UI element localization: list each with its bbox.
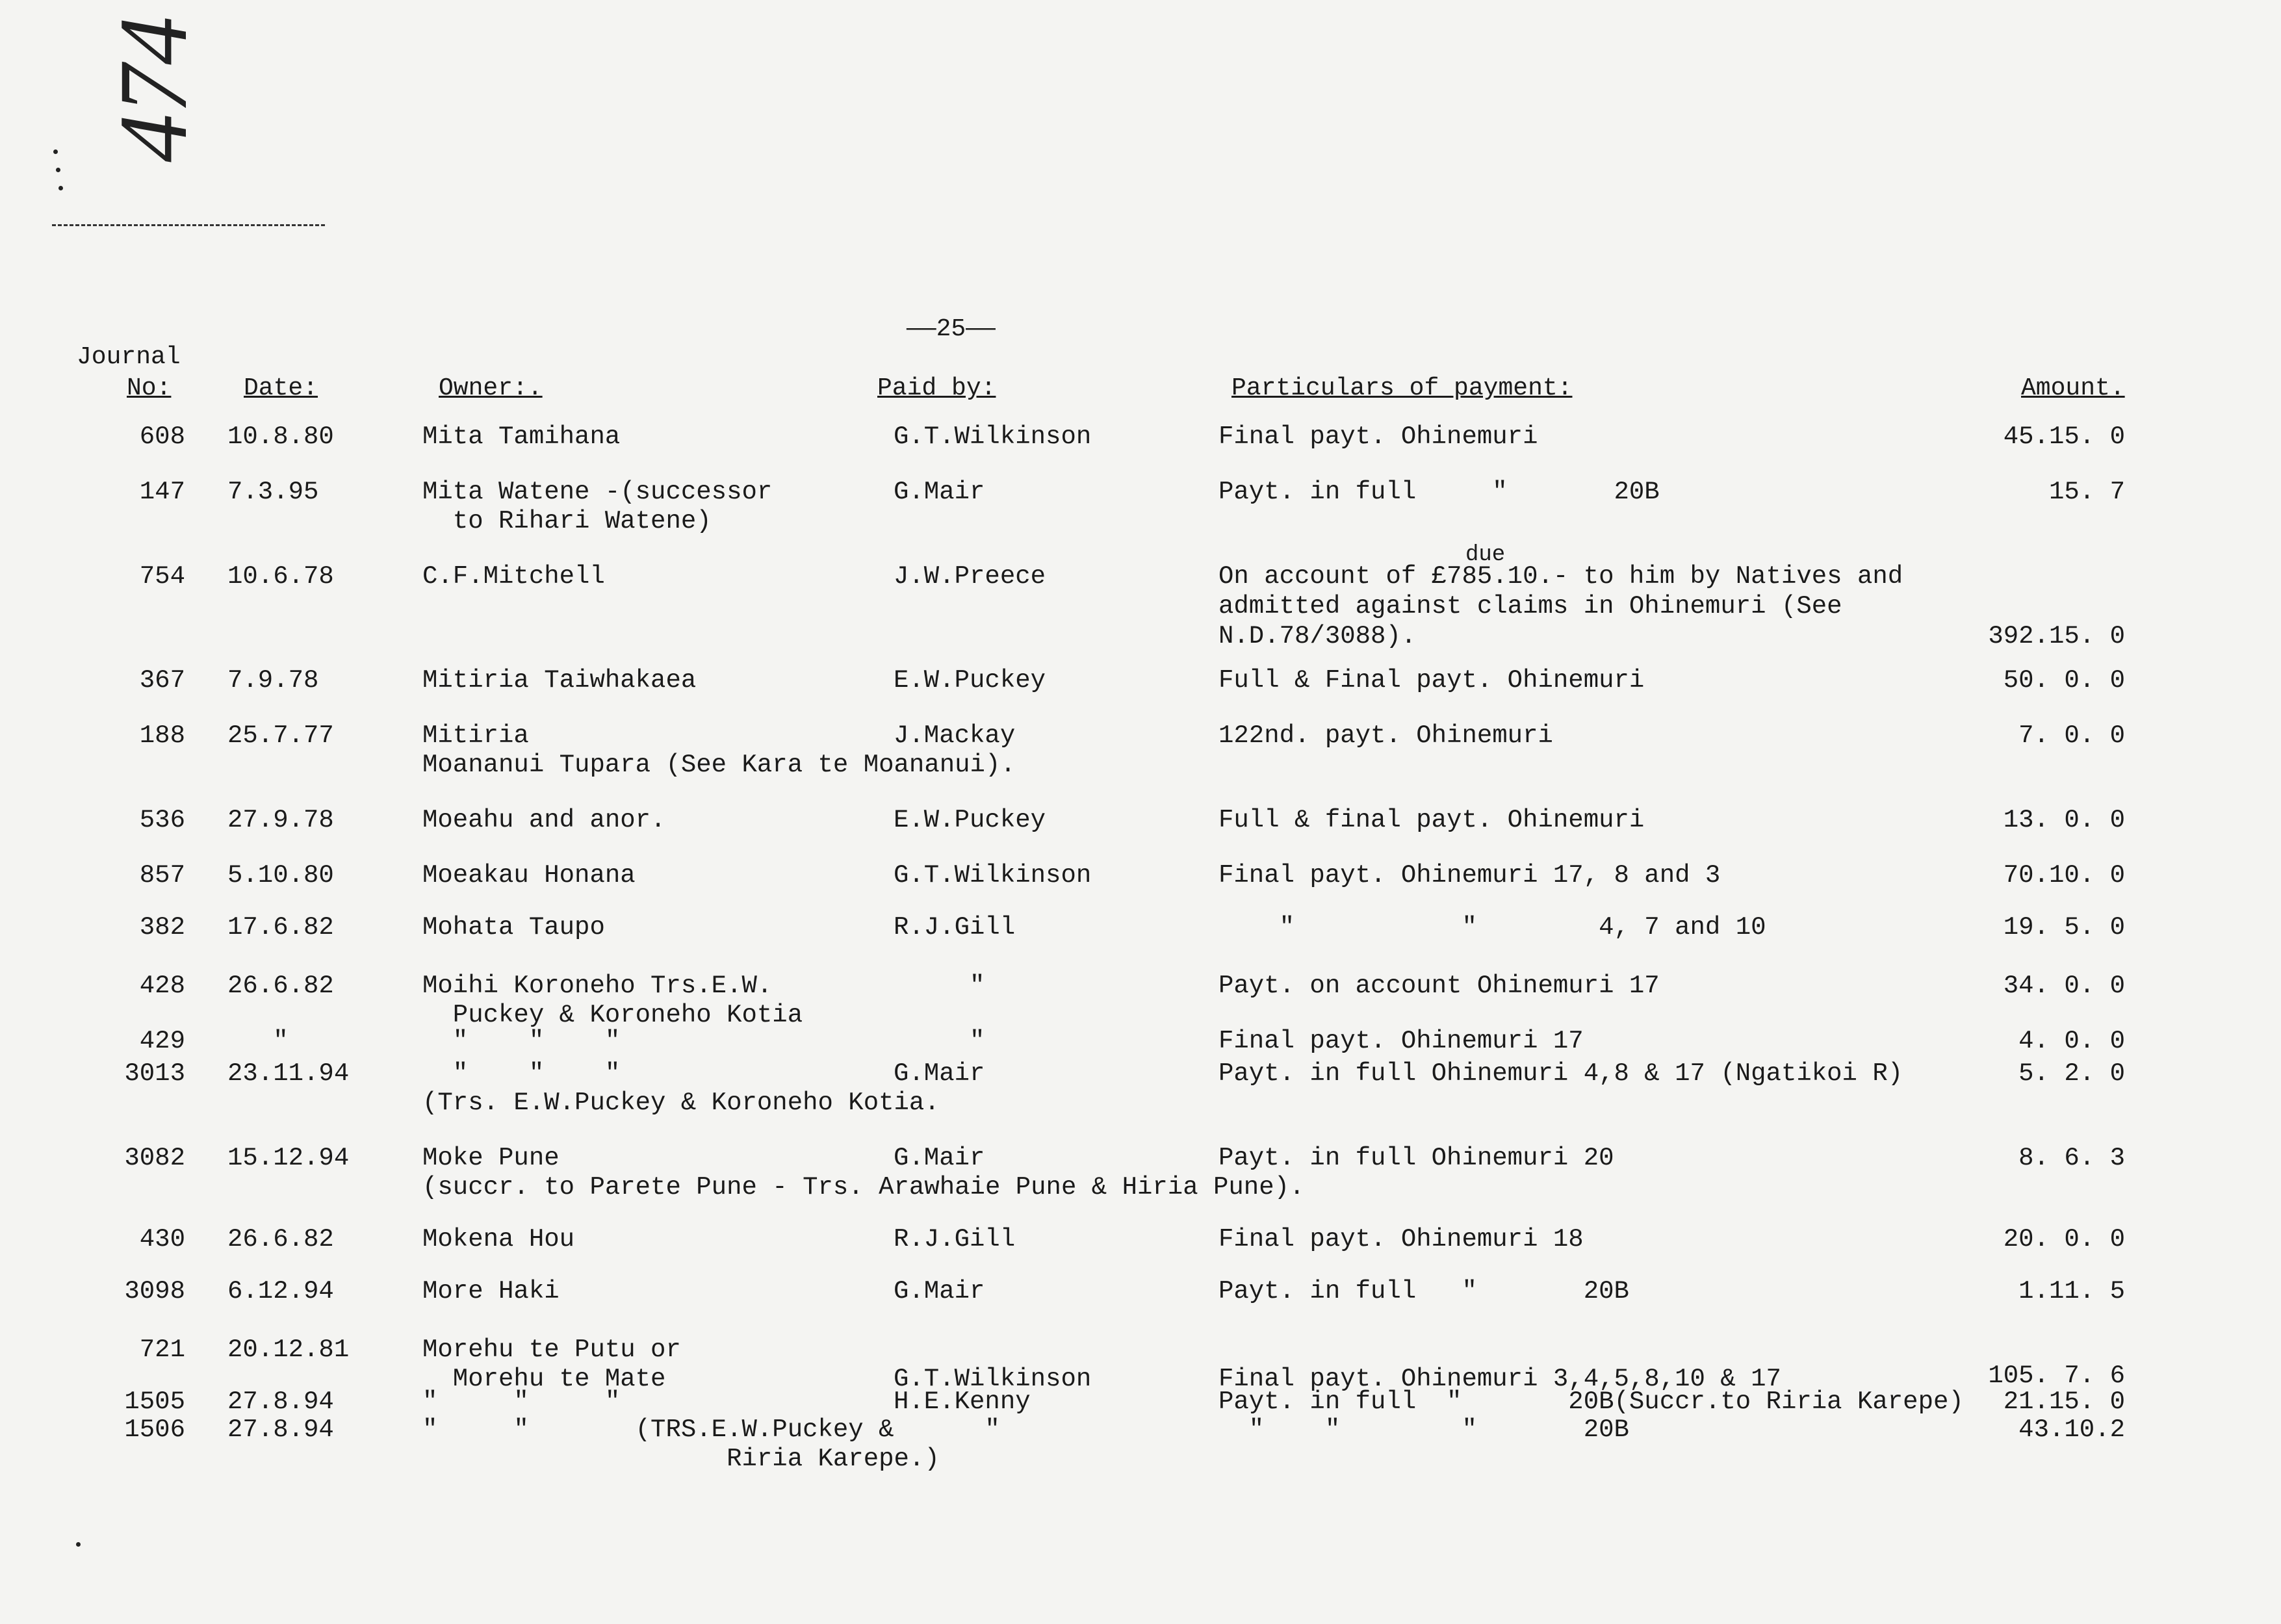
page-number: ——25—— <box>907 315 996 343</box>
date: 23.11.94 <box>227 1059 350 1088</box>
paid-by: J.W.Preece <box>894 562 1046 591</box>
owner: Mita Watene -(successor <box>422 478 773 506</box>
margin-rule <box>52 224 325 226</box>
journal-no: 367 <box>139 666 185 695</box>
header-journal-no: No: <box>127 374 172 402</box>
journal-no: 3082 <box>124 1144 185 1172</box>
amount: 5. 2. 0 <box>2018 1059 2125 1088</box>
amount: 8. 6. 3 <box>2018 1144 2125 1172</box>
particulars: N.D.78/3088). <box>1218 622 1417 651</box>
margin-note: 474 <box>99 16 207 162</box>
particulars: Final payt. Ohinemuri 17, 8 and 3 <box>1218 861 1721 890</box>
amount: 1.11. 5 <box>2018 1277 2125 1306</box>
amount: 15. 7 <box>2048 478 2125 506</box>
margin-dot <box>58 186 63 190</box>
paid-by: G.Mair <box>894 1059 985 1088</box>
header-date: Date: <box>244 374 318 402</box>
amount: 13. 0. 0 <box>2003 806 2125 834</box>
paid-by: R.J.Gill <box>894 913 1016 942</box>
amount: 43.10.2 <box>2018 1415 2125 1444</box>
owner: to Rihari Watene) <box>422 507 712 535</box>
particulars: " " 4, 7 and 10 <box>1218 913 1766 942</box>
header-owner: Owner:. <box>439 374 543 402</box>
paid-by: G.Mair <box>894 1144 985 1172</box>
owner: Moeakau Honana <box>422 861 636 890</box>
date: 27.9.78 <box>227 806 334 834</box>
owner: Mokena Hou <box>422 1225 575 1254</box>
owner: Puckey & Koroneho Kotia <box>422 1001 803 1029</box>
date: 26.6.82 <box>227 1225 334 1254</box>
date: " <box>227 1027 289 1055</box>
journal-no: 188 <box>139 721 185 750</box>
paid-by: G.T.Wilkinson <box>894 861 1092 890</box>
owner: Moihi Koroneho Trs.E.W. <box>422 972 773 1000</box>
particulars: 122nd. payt. Ohinemuri <box>1218 721 1553 750</box>
paid-by: G.Mair <box>894 478 985 506</box>
stray-dot <box>76 1542 81 1547</box>
journal-no: 429 <box>139 1027 185 1055</box>
amount: 34. 0. 0 <box>2003 972 2125 1000</box>
margin-dot <box>53 149 58 154</box>
amount: 70.10. 0 <box>2003 861 2125 890</box>
date: 27.8.94 <box>227 1415 334 1444</box>
owner: " " " <box>422 1387 621 1416</box>
particulars: Payt. in full " 20B(Succr.to Riria Karepe) <box>1218 1387 1964 1416</box>
header-amount: Amount. <box>2021 374 2125 402</box>
date: 27.8.94 <box>227 1387 334 1416</box>
owner: More Haki <box>422 1277 560 1306</box>
header-particulars: Particulars of payment: <box>1231 374 1573 402</box>
amount: 50. 0. 0 <box>2003 666 2125 695</box>
owner: Mohata Taupo <box>422 913 605 942</box>
date: 25.7.77 <box>227 721 334 750</box>
paid-by: E.W.Puckey <box>894 806 1046 834</box>
paid-by: E.W.Puckey <box>894 666 1046 695</box>
particulars: On account of £785.10.- to him by Natives and <box>1218 562 1903 591</box>
journal-no: 428 <box>139 972 185 1000</box>
journal-no: 608 <box>139 422 185 451</box>
journal-no: 430 <box>139 1225 185 1254</box>
paid-by: " <box>894 1415 1000 1444</box>
paid-by: " <box>894 1027 985 1055</box>
owner: Moananui Tupara (See Kara te Moananui). <box>422 751 1016 779</box>
amount: 7. 0. 0 <box>2018 721 2125 750</box>
journal-no: 3098 <box>124 1277 185 1306</box>
particulars: Final payt. Ohinemuri 3,4,5,8,10 & 17 <box>1218 1365 1781 1393</box>
particulars: Payt. in full " 20B <box>1218 478 1660 506</box>
paid-by: " <box>894 972 985 1000</box>
date: 6.12.94 <box>227 1277 334 1306</box>
amount: 45.15. 0 <box>2003 422 2125 451</box>
header-journal-top: Journal <box>77 343 181 371</box>
owner: Moeahu and anor. <box>422 806 666 834</box>
date: 10.6.78 <box>227 562 334 591</box>
particulars: Payt. in full Ohinemuri 20 <box>1218 1144 1614 1172</box>
paid-by: G.T.Wilkinson <box>894 422 1092 451</box>
amount: 21.15. 0 <box>2003 1387 2125 1416</box>
date: 10.8.80 <box>227 422 334 451</box>
particulars: Payt. in full " 20B <box>1218 1277 1629 1306</box>
journal-no: 147 <box>139 478 185 506</box>
date: 26.6.82 <box>227 972 334 1000</box>
owner: Mita Tamihana <box>422 422 621 451</box>
particulars: admitted against claims in Ohinemuri (See <box>1218 592 1842 621</box>
owner: Riria Karepe.) <box>422 1445 940 1473</box>
owner: Morehu te Putu or <box>422 1335 681 1364</box>
journal-no: 754 <box>139 562 185 591</box>
journal-no: 721 <box>139 1335 185 1364</box>
margin-dot <box>56 168 60 172</box>
owner: (succr. to Parete Pune - Trs. Arawhaie Pune & Hiria Pune). <box>422 1173 1305 1202</box>
particulars-insert: due <box>1465 543 1506 567</box>
journal-no: 857 <box>139 861 185 890</box>
journal-no: 1506 <box>124 1415 185 1444</box>
amount: 4. 0. 0 <box>2018 1027 2125 1055</box>
date: 7.9.78 <box>227 666 319 695</box>
paid-by: R.J.Gill <box>894 1225 1016 1254</box>
paid-by: G.Mair <box>894 1277 985 1306</box>
journal-no: 3013 <box>124 1059 185 1088</box>
paid-by: H.E.Kenny <box>894 1387 1031 1416</box>
amount: 392.15. 0 <box>1988 622 2125 651</box>
particulars: Payt. on account Ohinemuri 17 <box>1218 972 1660 1000</box>
owner: Moke Pune <box>422 1144 560 1172</box>
journal-no: 536 <box>139 806 185 834</box>
particulars: Final payt. Ohinemuri 18 <box>1218 1225 1584 1254</box>
header-paid-by: Paid by: <box>877 374 996 402</box>
owner: Morehu te Mate <box>422 1365 666 1393</box>
date: 17.6.82 <box>227 913 334 942</box>
owner: C.F.Mitchell <box>422 562 605 591</box>
amount: 105. 7. 6 <box>1988 1361 2125 1390</box>
paid-by: G.T.Wilkinson <box>894 1365 1092 1393</box>
owner: Mitiria Taiwhakaea <box>422 666 697 695</box>
particulars: " " " 20B <box>1218 1415 1629 1444</box>
amount: 19. 5. 0 <box>2003 913 2125 942</box>
date: 15.12.94 <box>227 1144 350 1172</box>
owner: " " " <box>422 1059 621 1088</box>
owner: " " " <box>422 1027 621 1055</box>
journal-no: 1505 <box>124 1387 185 1416</box>
owner: (Trs. E.W.Puckey & Koroneho Kotia. <box>422 1089 940 1117</box>
paid-by: J.Mackay <box>894 721 1016 750</box>
owner: Mitiria <box>422 721 529 750</box>
particulars: Payt. in full Ohinemuri 4,8 & 17 (Ngatikoi R) <box>1218 1059 1903 1088</box>
date: 7.3.95 <box>227 478 319 506</box>
date: 5.10.80 <box>227 861 334 890</box>
journal-no: 382 <box>139 913 185 942</box>
particulars: Full & Final payt. Ohinemuri <box>1218 666 1645 695</box>
particulars: Final payt. Ohinemuri 17 <box>1218 1027 1584 1055</box>
amount: 20. 0. 0 <box>2003 1225 2125 1254</box>
particulars: Full & final payt. Ohinemuri <box>1218 806 1645 834</box>
date: 20.12.81 <box>227 1335 350 1364</box>
owner: " " (TRS.E.W.Puckey & <box>422 1415 894 1444</box>
particulars: Final payt. Ohinemuri <box>1218 422 1538 451</box>
